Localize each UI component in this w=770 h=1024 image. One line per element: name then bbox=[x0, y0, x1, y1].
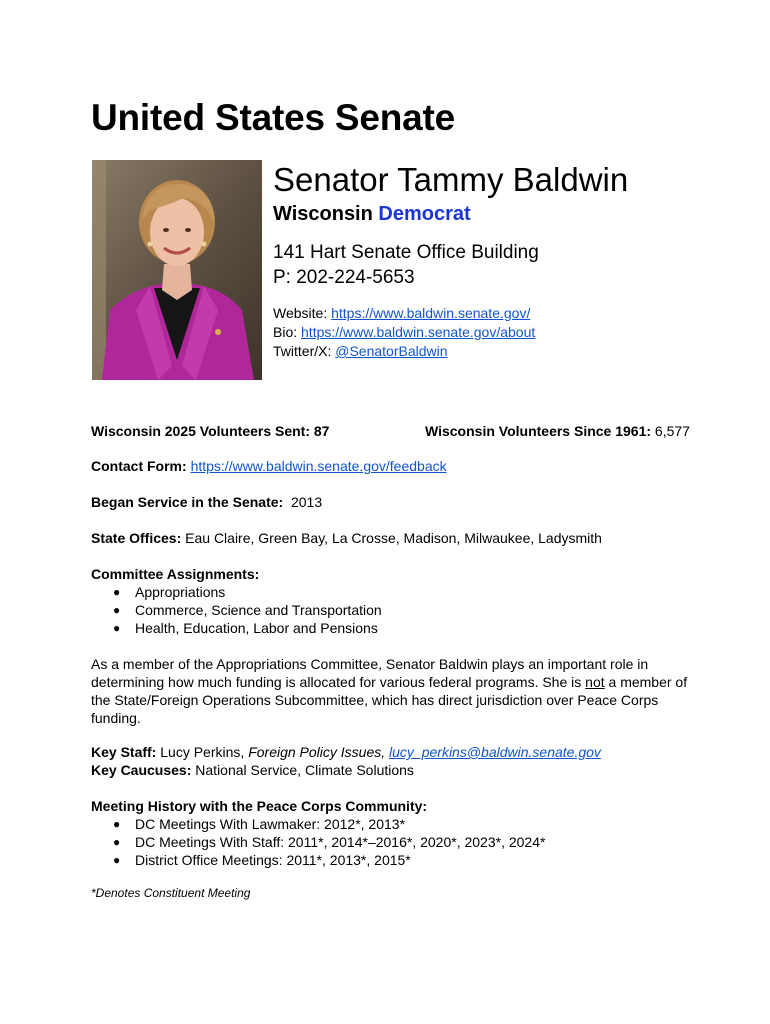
bio-label: Bio: bbox=[273, 324, 298, 340]
volunteers-2025 bbox=[91, 422, 329, 441]
since-1961-value: 6,577 bbox=[654, 423, 690, 439]
senator-state-party bbox=[273, 200, 753, 228]
footnote: *Denotes Constituent Meeting bbox=[91, 886, 251, 900]
bio-link[interactable]: https://www.baldwin.senate.gov/about bbox=[301, 324, 536, 340]
meeting-history-list bbox=[91, 815, 545, 869]
list-item: ● Commerce, Science and Transportation bbox=[135, 601, 382, 619]
twitter-row bbox=[273, 342, 753, 361]
committee-section bbox=[91, 565, 382, 637]
website-link[interactable]: https://www.baldwin.senate.gov/ bbox=[331, 305, 531, 321]
key-staff-label: Key Staff: bbox=[91, 744, 157, 760]
website-label: Website: bbox=[273, 305, 328, 321]
senator-info bbox=[273, 160, 753, 361]
volunteers-since-1961 bbox=[425, 422, 690, 441]
office-phone: P: 202-224-5653 bbox=[273, 267, 415, 288]
committee-label: Committee Assignments: bbox=[91, 566, 260, 582]
caucuses-label: Key Caucuses: bbox=[91, 762, 192, 778]
meeting-history-label: Meeting History with the Peace Corps Community: bbox=[91, 798, 428, 814]
key-staff-role: Foreign Policy Issues, bbox=[248, 744, 386, 760]
bio-row bbox=[273, 323, 753, 342]
state-offices-label: State Offices: bbox=[91, 530, 182, 546]
senator-state: Wisconsin bbox=[273, 203, 373, 225]
contact-form-row bbox=[91, 457, 447, 476]
portrait-illustration bbox=[92, 160, 262, 380]
senator-party: Democrat bbox=[378, 203, 471, 225]
list-item: ● DC Meetings With Staff: 2011*, 2014*–2016*, 2020*, 2023*, 2024* bbox=[135, 833, 545, 851]
appropriations-paragraph bbox=[91, 655, 691, 727]
caucuses-value: National Service, Climate Solutions bbox=[195, 762, 414, 778]
paragraph-emphasis: not bbox=[585, 674, 605, 690]
volunteers-2025-text: Wisconsin 2025 Volunteers Sent: 87 bbox=[91, 423, 330, 439]
senator-portrait bbox=[92, 160, 262, 380]
page-title: United States Senate bbox=[91, 97, 456, 138]
key-staff-row bbox=[91, 743, 601, 761]
twitter-link[interactable]: @SenatorBaldwin bbox=[335, 343, 448, 359]
list-item: ● Appropriations bbox=[135, 583, 382, 601]
list-item: ● DC Meetings With Lawmaker: 2012*, 2013* bbox=[135, 815, 545, 833]
key-staff-name: Lucy Perkins, bbox=[160, 744, 245, 760]
since-1961-label: Wisconsin Volunteers Since 1961: bbox=[425, 423, 652, 439]
list-item: ● District Office Meetings: 2011*, 2013*, 2015* bbox=[135, 851, 545, 869]
twitter-label: Twitter/X: bbox=[273, 343, 332, 359]
state-offices-value: Eau Claire, Green Bay, La Crosse, Madison, Milwaukee, Ladysmith bbox=[185, 530, 602, 546]
caucuses-row bbox=[91, 761, 414, 779]
list-item: ● Health, Education, Labor and Pensions bbox=[135, 619, 382, 637]
service-label: Began Service in the Senate: bbox=[91, 494, 284, 510]
service-value: 2013 bbox=[290, 494, 323, 510]
senator-name: Senator Tammy Baldwin bbox=[273, 161, 629, 198]
website-row bbox=[273, 304, 753, 323]
paragraph-part-2: a member of the State/Foreign Operations Subcommittee, which has direct jurisdiction over Peace Corps funding. bbox=[91, 674, 688, 726]
committee-list bbox=[91, 583, 382, 637]
meeting-history-section bbox=[91, 797, 545, 869]
contact-form-link[interactable]: https://www.baldwin.senate.gov/feedback bbox=[190, 458, 447, 474]
key-staff-email[interactable]: lucy_perkins@baldwin.senate.gov bbox=[389, 744, 601, 760]
state-offices-row bbox=[91, 529, 602, 548]
contact-form-label: Contact Form: bbox=[91, 458, 187, 474]
senator-links bbox=[273, 304, 753, 361]
office-address: 141 Hart Senate Office Building bbox=[273, 242, 539, 263]
paragraph-part-1: As a member of the Appropriations Committee, Senator Baldwin plays an important role in determining how much funding is allocated for various federal programs. She is bbox=[91, 656, 649, 690]
service-row bbox=[91, 493, 322, 512]
